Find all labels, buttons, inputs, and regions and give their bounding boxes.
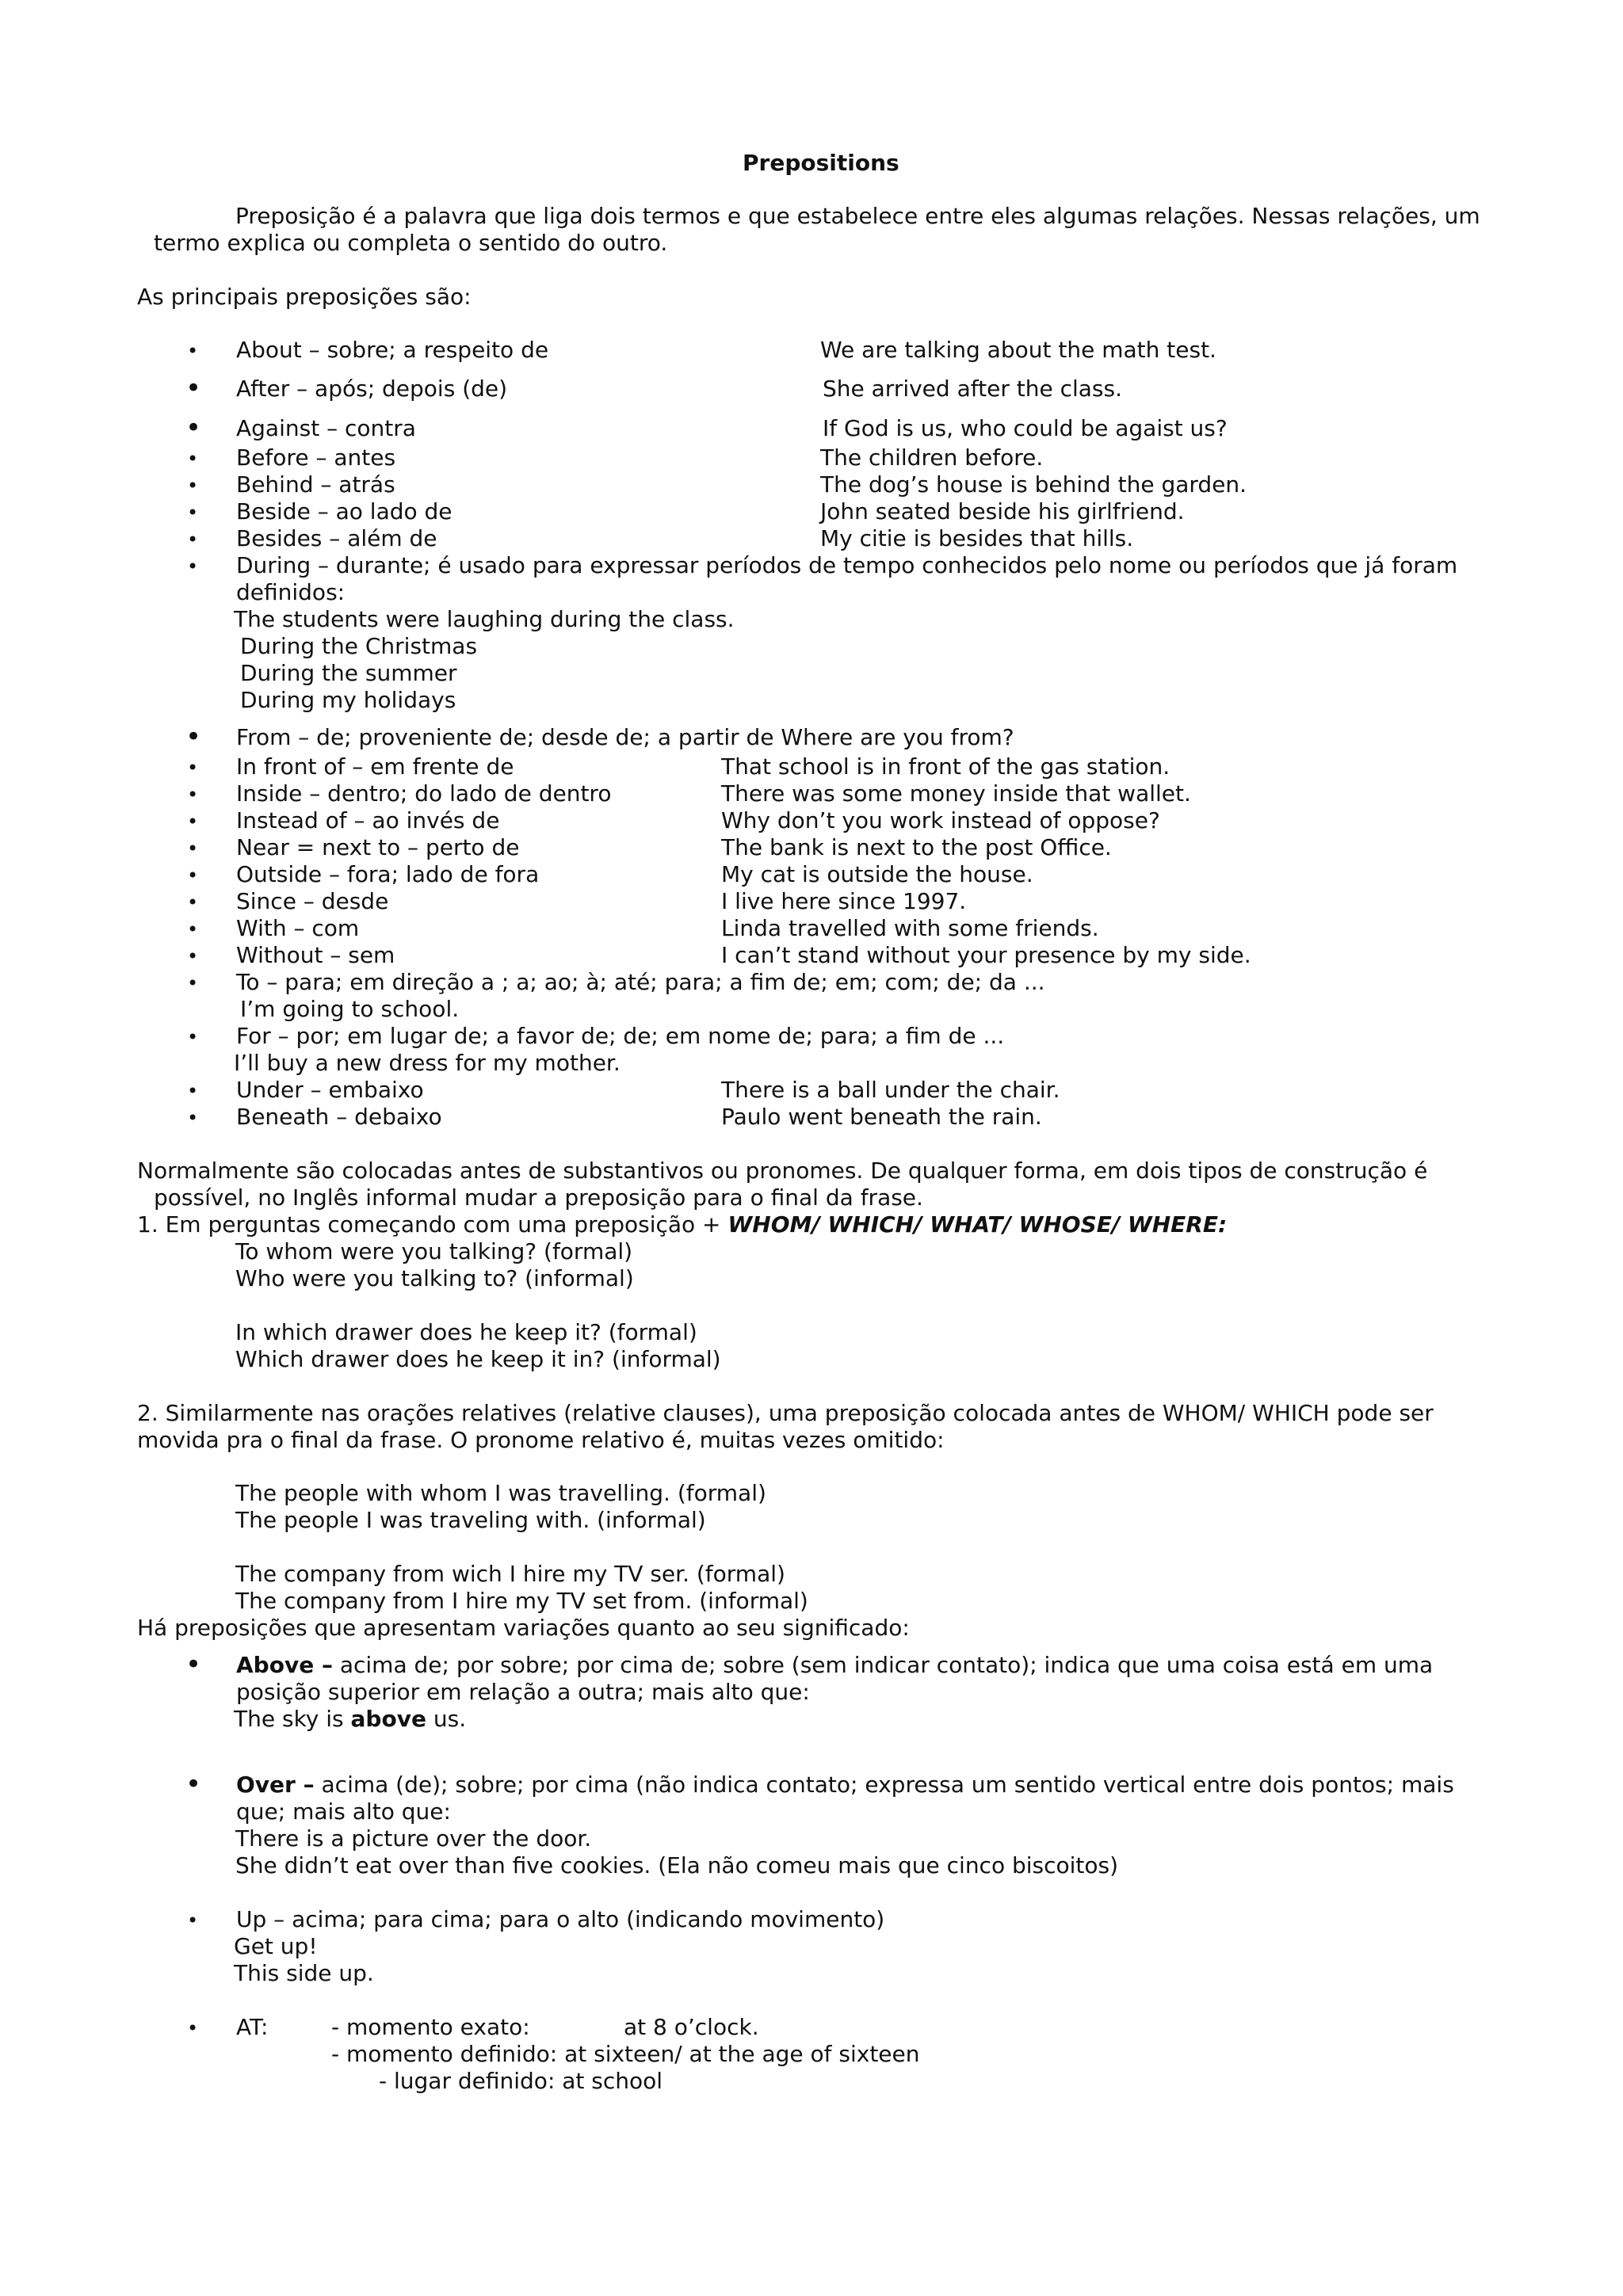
rule-2-line-1: 2. Similarmente nas orações relatives (relative clauses), uma preposição colocada antes de WHOM/ WHICH pode ser — [137, 1400, 1434, 1426]
list-item-example: If God is us, who could be agaist us? — [823, 415, 1228, 441]
list-item-term: About – sobre; a respeito de — [236, 337, 549, 363]
above-definition: acima de; por sobre; por cima de; sobre (sem indicar contato); indica que uma coisa está em uma — [332, 1652, 1434, 1678]
during-line-1: During – durante; é usado para expressar períodos de tempo conhecidos pelo nome ou períodos que já foram — [236, 552, 1458, 578]
up-example: This side up. — [234, 1960, 374, 1986]
list-item-example: Linda travelled with some friends. — [721, 915, 1099, 941]
over-example: She didn’t eat over than five cookies. (Ela não comeu mais que cinco biscoitos) — [235, 1852, 1119, 1878]
normal-line-1: Normalmente são colocadas antes de substantivos ou pronomes. De qualquer forma, em dois tipos de construção é — [137, 1158, 1428, 1184]
list-item-term: Before – antes — [236, 444, 396, 471]
above-example-bold: above — [350, 1706, 426, 1732]
from-line: From – de; proveniente de; desde de; a partir de Where are you from? — [236, 724, 1014, 750]
for-example: I’ll buy a new dress for my mother. — [234, 1050, 621, 1076]
during-example: During the summer — [240, 660, 457, 686]
to-line: To – para; em direção a ; a; ao; à; até; para; a fim de; em; com; de; da ... — [236, 969, 1045, 995]
over-example: There is a picture over the door. — [235, 1825, 592, 1852]
list-item-term: In front of – em frente de — [236, 753, 514, 780]
over-line-1 — [236, 1772, 1454, 1798]
for-line: For – por; em lugar de; a favor de; de; em nome de; para; a fim de ... — [236, 1023, 1005, 1049]
intro-line-1: Preposição é a palavra que liga dois termos e que estabelece entre eles algumas relações. Nessas relações, um — [235, 203, 1480, 229]
list-item-example: She arrived after the class. — [823, 376, 1122, 402]
list-item-example: The dog’s house is behind the garden. — [820, 471, 1247, 498]
above-example-post: us. — [426, 1706, 467, 1732]
bullet-icon: • — [187, 1080, 199, 1102]
bullet-icon: • — [187, 340, 199, 362]
at-row-3: - lugar definido: at school — [379, 2068, 663, 2094]
list-item-example: The children before. — [820, 444, 1044, 471]
at-row-1-label: - momento exato: — [331, 2014, 530, 2040]
list-item-example: I can’t stand without your presence by my side. — [721, 942, 1251, 968]
bullet-icon: • — [185, 412, 202, 444]
above-term: Above – — [236, 1652, 333, 1678]
rule-2-example: The company from I hire my TV set from. (informal) — [235, 1588, 808, 1614]
list-item-example: My cat is outside the house. — [721, 861, 1033, 887]
list-item-term: Since – desde — [236, 888, 389, 914]
rule-2-example: The people I was traveling with. (informal) — [235, 1507, 706, 1533]
above-example-pre: The sky is — [234, 1706, 351, 1732]
list-item-example: The bank is next to the post Office. — [721, 834, 1112, 860]
rule-1-emphasis: WHOM/ WHICH/ WHAT/ WHOSE/ WHERE: — [727, 1211, 1228, 1238]
rule-2-example: The company from wich I hire my TV ser. (formal) — [235, 1561, 785, 1587]
at-label: AT: — [236, 2014, 269, 2040]
list-item-term: Under – embaixo — [236, 1077, 424, 1103]
list-item-term: Instead of – ao invés de — [236, 807, 500, 833]
list-item-term: Inside – dentro; do lado de dentro — [236, 780, 612, 807]
bullet-icon: • — [185, 1649, 202, 1680]
at-row-1-value: at 8 o’clock. — [624, 2014, 759, 2040]
rule-1-example: To whom were you talking? (formal) — [235, 1238, 633, 1264]
up-example: Get up! — [234, 1933, 318, 1959]
bullet-icon: • — [187, 528, 199, 551]
intro-line-2: termo explica ou completa o sentido do outro. — [154, 230, 668, 256]
bullet-icon: • — [187, 555, 199, 578]
bullet-icon: • — [187, 864, 199, 887]
bullet-icon: • — [187, 475, 199, 497]
over-term: Over – — [236, 1772, 315, 1798]
list-item-term: Without – sem — [236, 942, 395, 968]
bullet-icon: • — [187, 837, 199, 860]
rule-2-line-2: movida pra o final da frase. O pronome relativo é, muitas vezes omitido: — [137, 1427, 945, 1453]
at-row-2: - momento definido: at sixteen/ at the age of sixteen — [331, 2041, 920, 2067]
list-item-example: Paulo went beneath the rain. — [721, 1104, 1042, 1130]
list-item-example: My citie is besides that hills. — [820, 525, 1134, 551]
bullet-icon: • — [187, 784, 199, 806]
up-line: Up – acima; para cima; para o alto (indicando movimento) — [236, 1906, 885, 1932]
above-line-1 — [236, 1652, 1433, 1678]
page-title: Prepositions — [743, 150, 899, 176]
bullet-icon: • — [187, 757, 199, 779]
during-line-2: definidos: — [236, 579, 346, 605]
over-definition: acima (de); sobre; por cima (não indica contato; expressa um sentido vertical entre dois pontos; mais — [314, 1772, 1454, 1798]
list-item-term: Behind – atrás — [236, 471, 395, 498]
above-line-2: posição superior em relação a outra; mais alto que: — [236, 1679, 810, 1705]
over-line-2: que; mais alto que: — [236, 1798, 451, 1825]
bullet-icon: • — [185, 372, 202, 404]
bullet-icon: • — [187, 448, 199, 470]
rule-2-example: The people with whom I was travelling. (formal) — [235, 1480, 766, 1506]
rule-1-heading — [137, 1211, 1227, 1238]
bullet-icon: • — [187, 1107, 199, 1129]
rule-1-example: In which drawer does he keep it? (formal) — [235, 1319, 697, 1345]
during-example: During the Christmas — [240, 633, 478, 659]
list-item-term: Near = next to – perto de — [236, 834, 520, 860]
during-example: During my holidays — [240, 687, 456, 713]
list-item-term: Outside – fora; lado de fora — [236, 861, 540, 887]
rule-1-example: Who were you talking to? (informal) — [235, 1265, 634, 1291]
list-item-term: After – após; depois (de) — [236, 376, 508, 402]
bullet-icon: • — [187, 502, 199, 524]
bullet-icon: • — [187, 972, 199, 994]
list-item-example: There was some money inside that wallet. — [721, 780, 1191, 807]
list-item-term: Beneath – debaixo — [236, 1104, 442, 1130]
list-item-term: Beside – ao lado de — [236, 498, 453, 524]
list-item-example: There is a ball under the chair. — [721, 1077, 1060, 1103]
normal-line-2: possível, no Inglês informal mudar a preposição para o final da frase. — [154, 1184, 923, 1211]
list-item-example: I live here since 1997. — [721, 888, 967, 914]
list-item-example: That school is in front of the gas station. — [721, 753, 1170, 780]
variacoes-heading: Há preposições que apresentam variações quanto ao seu significado: — [137, 1615, 910, 1641]
list-item-example: Why don’t you work instead of oppose? — [721, 807, 1160, 833]
bullet-icon: • — [185, 721, 202, 753]
bullet-icon: • — [187, 2017, 199, 2039]
bullet-icon: • — [185, 1768, 202, 1800]
above-example — [234, 1706, 466, 1732]
bullet-icon: • — [187, 1026, 199, 1048]
rule-1-prefix: 1. Em perguntas começando com uma preposição + — [137, 1211, 728, 1238]
bullet-icon: • — [187, 945, 199, 967]
principais-heading: As principais preposições são: — [137, 284, 472, 310]
rule-1-example: Which drawer does he keep it in? (informal) — [235, 1346, 721, 1372]
list-item-term: Besides – além de — [236, 525, 437, 551]
to-example: I’m going to school. — [240, 996, 460, 1022]
bullet-icon: • — [187, 810, 199, 833]
bullet-icon: • — [187, 918, 199, 940]
bullet-icon: • — [187, 891, 199, 913]
list-item-term: With – com — [236, 915, 360, 941]
bullet-icon: • — [187, 1909, 199, 1932]
list-item-example: We are talking about the math test. — [820, 337, 1216, 363]
during-example: The students were laughing during the class. — [234, 606, 735, 632]
list-item-example: John seated beside his girlfriend. — [820, 498, 1185, 524]
list-item-term: Against – contra — [236, 415, 416, 441]
